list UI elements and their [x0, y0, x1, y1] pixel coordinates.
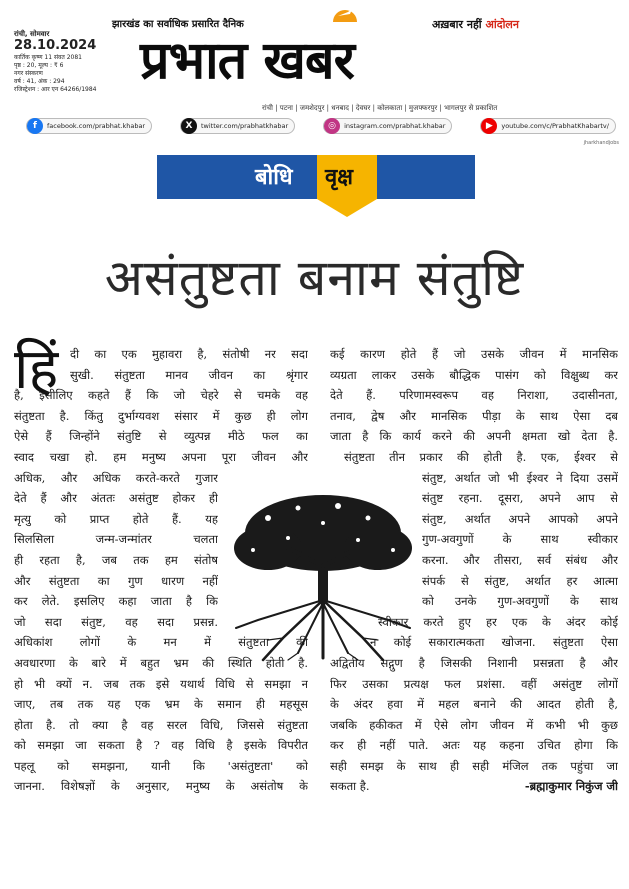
article-line: संतुष्ट रहना. दूसरा, अपने आप से	[422, 491, 618, 506]
instagram-icon: ◎	[324, 118, 340, 134]
meta-line: कार्तिक कृष्ण 11 संवत 2081	[14, 54, 82, 61]
article-line: गुण-अवगुणों के साथ स्वीकार	[422, 532, 618, 547]
article-line: संपर्क से संतुष्ट, अर्थात हर आत्मा	[422, 573, 618, 588]
article-line: कर लेते. इसलिए कहा जाता है कि	[14, 594, 218, 609]
social-twitter[interactable]	[180, 118, 295, 134]
article-line-end: सकता है.	[330, 779, 370, 794]
article-line: तनाव, द्वेष और मानसिक पीड़ा के साथ ऐसा दब	[330, 408, 618, 423]
article-line: को समझा जा सकता है ? वह विधि है इसके विपरीत	[14, 738, 308, 753]
youtube-icon: ▶	[481, 118, 497, 134]
article-line: कई कारण होते हैं जो उसके जीवन में मानसिक	[330, 347, 618, 361]
article-line	[330, 776, 618, 797]
meta-line: वर्ष : 41, अंक : 294	[14, 78, 65, 85]
social-link-text: twitter.com/prabhatkhabar	[201, 122, 289, 130]
social-facebook[interactable]	[26, 118, 152, 134]
tree-illustration-icon	[228, 488, 418, 663]
article-line: ऐसे हैं जिन्होंने संतुष्टि से व्युत्पन्न मीठे फल का	[14, 429, 308, 444]
article-line: जानना. विशेषज्ञों के अनुसार, मनुष्य के असंतोष के	[14, 779, 308, 794]
article-line: होता है. तो क्या है वह सरल विधि, जिससे संतुष्टता	[14, 717, 308, 732]
meta-line: रजिस्ट्रेशन : आर एन 64266/1984	[14, 86, 97, 93]
date-block	[14, 30, 106, 94]
article-line: के अंदर हवा में महल बनाने की आदत होती है,	[330, 697, 618, 712]
slogan	[432, 17, 519, 32]
social-youtube[interactable]	[480, 118, 616, 134]
article-line: है, इसीलिए कहते हैं कि जो चेहरे से चमके वह	[14, 388, 308, 403]
article-line: स्वीकार करते हुए हर एक के अंदर कोई	[378, 614, 618, 629]
article-line: फिर उसका प्रत्यक्ष फल प्रशंसा. वहीं असंतुष्ट लोगों	[330, 676, 618, 691]
author-byline: -ब्रह्माकुमार निकुंज जी	[524, 779, 618, 794]
article-line: स्वाद चखा हो. हम मनुष्य अपना पूरा जीवन और	[14, 449, 308, 464]
slogan-highlight: आंदोलन	[485, 18, 519, 31]
article-line: को उनके गुण-अवगुणों के साथ	[422, 594, 618, 609]
article-line: जबकि हकीकत में ऐसे लोग जीवन में कभी भी कुछ	[330, 717, 618, 732]
article-line: ही रहता है, जब तक हम संतोष	[14, 552, 218, 567]
article-line: सुखी. संतुष्टता मानव जीवन का श्रृंगार	[70, 367, 308, 382]
slogan-prefix: अख़बार नहीं	[432, 18, 486, 31]
article-line: अद्वितीय सद्गुण है जिसकी निशानी प्रसन्नता है और	[330, 655, 618, 670]
article-line: अवधारणा के बारे में बहुत भ्रम की स्थिति होती है.	[14, 655, 308, 670]
article-line: हो भी क्यों न. जब तक इसे यथार्थ विधि से समझा न	[14, 676, 308, 691]
city-day: रांची, सोमवार	[14, 30, 50, 38]
social-link-text: youtube.com/c/PrabhatKhabartv/	[501, 122, 609, 130]
article-line: जो सदा संतुष्ट, वह सदा प्रसन्न.	[14, 614, 218, 629]
section-banner	[157, 155, 475, 219]
social-link-text: instagram.com/prabhat.khabar	[344, 122, 446, 130]
article-line: कर ही नहीं पाते. अतः यह कहना उचित होगा कि	[330, 738, 618, 753]
social-instagram[interactable]	[323, 118, 452, 134]
meta-line: पृष्ठ : 20, मूल्य : ₹ 6	[14, 62, 64, 69]
article-line: देते हैं और अंततः असंतुष्ट होकर ही	[14, 491, 218, 506]
banner-label-right: वृक्ष	[325, 165, 354, 190]
article-line: संतुष्टता तीन प्रकार की होती है. एक, ईश्वर से	[344, 449, 618, 464]
tagline: झारखंड का सर्वाधिक प्रसारित दैनिक	[112, 19, 244, 30]
article-line: मृत्यु को प्राप्त होते हैं. यह	[14, 511, 218, 526]
article-line: अधिकांश लोगों के मन में संतुष्टता की	[14, 635, 308, 650]
article-line: सिलसिला जन्म-जन्मांतर चलता	[14, 532, 218, 547]
article-line: जाता है कि कार्य करने की अपनी क्षमता खो देता है.	[330, 429, 618, 444]
sun-logo-icon	[330, 6, 360, 24]
article-headline: असंतुष्टता बनाम संतुष्टि	[104, 249, 525, 307]
twitter-icon: X	[181, 118, 197, 134]
editions-line: रांची | पटना | जमशेदपुर | धनबाद | देवघर | कोलकाता | मुजफ्फरपुर | भागलपुर से प्रकाशित	[262, 104, 498, 112]
article-line: संतुष्ट, अर्थात जो भी ईश्वर ने दिया उसमें	[422, 470, 618, 485]
article-line: व्यग्रता लाकर उसके बौद्धिक पासंग को विक्षुब्ध कर	[330, 367, 618, 382]
article-line: अधिक, और अधिक करते-करते गुजार	[14, 470, 218, 485]
article-line: न कोई सकारात्मकता खोजना. संतुष्टता ऐसा	[370, 635, 618, 650]
meta-line: नगर संस्करण	[14, 70, 43, 77]
article-line: जाए, तब तक यह एक भ्रम के समान ही महसूस	[14, 697, 308, 712]
image-credit: jharkhandjobs	[583, 140, 619, 146]
article-line: संतुष्ट, अर्थात अपने आपको अपने	[422, 511, 618, 526]
article-line: और संतुष्टता का गुण धारण नहीं	[14, 573, 218, 588]
article-line: सही समझ के साथ ही सही मंजिल तक पहुंचा जा	[330, 758, 618, 773]
drop-cap: हिं	[14, 337, 59, 402]
issue-date: 28.10.2024	[14, 38, 97, 53]
newspaper-logo: प्रभात खबर	[140, 31, 354, 91]
social-bar	[26, 118, 616, 136]
banner-background	[157, 155, 475, 199]
article-line: दी का एक मुहावरा है, संतोषी नर सदा	[70, 347, 308, 361]
article-line: संतुष्टता है. किंतु दुर्भाग्यवश संसार में कुछ ही लोग	[14, 408, 308, 423]
banner-label-left: बोधि	[255, 165, 293, 190]
facebook-icon: f	[27, 118, 43, 134]
masthead	[0, 0, 629, 115]
banner-pointer	[317, 199, 377, 217]
article-line: पहलू को समझना, यानी कि 'असंतुष्टता' को	[14, 758, 308, 773]
article-line: करना. और तीसरा, सर्व संबंध और	[422, 552, 618, 567]
social-link-text: facebook.com/prabhat.khabar	[47, 122, 146, 130]
article-line: देते हैं. परिणामस्वरूप वह निराशा, उदासीनता,	[330, 388, 618, 403]
